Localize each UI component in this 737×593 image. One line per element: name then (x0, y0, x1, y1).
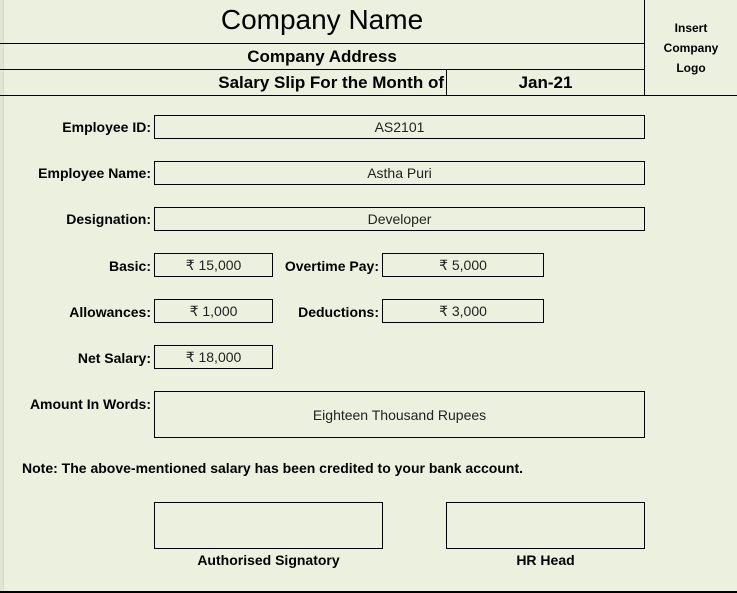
header-divider-2 (0, 69, 644, 70)
employee-id-label: Employee ID: (62, 119, 151, 135)
company-name: Company Name (220, 4, 424, 35)
amount-in-words-label: Amount In Words: (29, 396, 151, 412)
employee-id-field[interactable]: AS2101 (154, 115, 645, 139)
employee-name-field[interactable]: Astha Puri (154, 161, 645, 185)
deductions-label: Deductions: (298, 304, 379, 320)
net-salary-label: Net Salary: (77, 350, 151, 366)
overtime-label: Overtime Pay: (284, 258, 379, 274)
header-divider-1 (0, 43, 644, 44)
hr-signature-box[interactable] (446, 502, 645, 549)
designation-field[interactable]: Developer (154, 207, 645, 231)
authorised-signatory-label: Authorised Signatory (197, 552, 340, 568)
overtime-field[interactable]: ₹ 5,000 (382, 253, 544, 277)
logo-line: Logo (676, 61, 706, 75)
designation-label: Designation: (66, 211, 151, 227)
amount-in-words-field[interactable]: Eighteen Thousand Rupees (154, 391, 645, 438)
employee-name-label: Employee Name: (38, 165, 151, 181)
logo-line: Company (663, 41, 719, 55)
logo-line: Insert (674, 21, 708, 35)
hr-head-label: HR Head (516, 552, 575, 568)
allowances-label: Allowances: (69, 304, 151, 320)
header-bottom-border (0, 95, 737, 96)
logo-placeholder[interactable] (645, 18, 737, 78)
basic-field[interactable]: ₹ 15,000 (154, 253, 273, 277)
net-salary-field[interactable]: ₹ 18,000 (154, 345, 273, 369)
basic-label: Basic: (108, 258, 151, 274)
allowances-field[interactable]: ₹ 1,000 (154, 299, 273, 323)
credit-note: Note: The above-mentioned salary has been credited to your bank account. (22, 460, 523, 476)
company-address: Company Address (247, 47, 397, 66)
month-value: Jan-21 (518, 73, 573, 92)
slip-title: Salary Slip For the Month of (218, 73, 444, 92)
deductions-field[interactable]: ₹ 3,000 (382, 299, 544, 323)
authorised-signature-box[interactable] (154, 502, 383, 549)
